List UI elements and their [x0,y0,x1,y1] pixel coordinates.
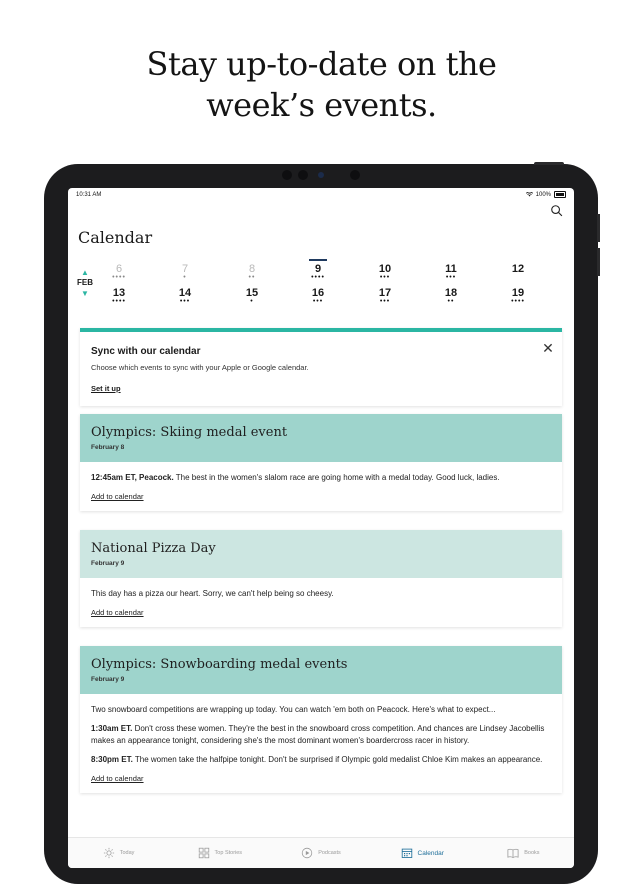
page-title: Calendar [78,228,153,247]
volume-up-button [597,214,600,242]
tab-calendar[interactable] [372,838,473,868]
event-dots: • [250,298,254,305]
battery-icon [554,191,566,198]
app-screen [68,188,574,868]
day-16[interactable] [303,286,333,305]
calendar-icon [401,847,413,859]
event-card [80,414,562,511]
top-button [534,162,564,165]
day-number: 16 [311,287,325,299]
tab-bar [68,837,574,868]
day-19[interactable] [503,286,533,305]
event-paragraph [91,588,551,600]
tab-books[interactable] [473,838,574,868]
event-date: February 9 [91,676,125,683]
day-11[interactable] [436,262,466,281]
status-right [526,191,566,198]
day-18[interactable] [436,286,466,305]
event-dots: • [183,274,187,281]
event-dots: •• [447,298,455,305]
day-7[interactable] [170,262,200,281]
day-number: 6 [115,263,123,275]
day-number: 14 [178,287,192,299]
close-icon[interactable]: ✕ [542,340,554,356]
event-paragraph [91,754,551,766]
play-icon [301,847,313,859]
month-prev-icon[interactable]: ▲ [81,268,89,277]
add-to-calendar-link[interactable]: Add to calendar [91,608,144,617]
day-number: 17 [378,287,392,299]
event-dots: ••• [445,274,457,281]
event-text: The best in the women's slalom race are going home with a medal today. Good luck, ladies. [173,473,500,482]
day-number: 8 [248,263,256,275]
event-date: February 9 [91,560,125,567]
day-8[interactable] [237,262,267,281]
event-dots: ••• [179,298,191,305]
event-title: Olympics: Skiing medal event [91,425,288,440]
event-date: February 8 [91,444,125,451]
grid-icon [198,847,210,859]
volume-down-button [597,248,600,276]
book-icon [507,847,519,859]
event-time: 1:30am ET. [91,724,133,733]
event-body [80,462,562,511]
event-text: Two snowboard competitions are wrapping up today. You can watch 'em both on Peacock. Here's what to expect... [91,705,496,714]
event-header [80,414,562,462]
day-number: 9 [314,263,322,275]
day-number: 12 [511,263,525,275]
sensor-dot [350,170,360,180]
event-card [80,530,562,627]
event-header [80,646,562,694]
camera-lens [318,172,324,178]
event-paragraph [91,704,551,716]
wifi-icon [526,192,533,197]
day-12[interactable] [503,262,533,281]
event-dots: •••• [112,298,126,305]
battery-percent: 100% [535,191,551,198]
search-icon [550,204,564,218]
tab-podcasts[interactable] [270,838,371,868]
status-bar [68,188,574,202]
sync-description: Choose which events to sync with your Apple or Google calendar. [91,363,309,372]
event-text: Don't cross these women. They're the best in the snowboard cross competition. And chances are Lindsey Jacobellis makes an appearance tonight, considering she's the most dominant women's boardercross racer in history. [91,724,545,745]
sun-icon [103,847,115,859]
tab-top-stories[interactable] [169,838,270,868]
sync-title: Sync with our calendar [91,346,201,357]
month-selector [74,268,96,298]
event-dots: •• [248,274,256,281]
event-card [80,646,562,793]
day-17[interactable] [370,286,400,305]
event-dots: ••• [379,298,391,305]
set-it-up-link[interactable]: Set it up [91,384,121,393]
event-title: Olympics: Snowboarding medal events [91,657,348,672]
tab-label: Books [524,850,540,856]
tab-label: Top Stories [214,850,243,856]
month-label: FEB [77,278,93,287]
event-paragraph [91,723,551,747]
day-14[interactable] [170,286,200,305]
day-number: 11 [445,263,457,275]
promo-headline [0,44,643,126]
event-dots: ••• [312,298,324,305]
tab-today[interactable] [68,838,169,868]
event-header [80,530,562,578]
event-dots: •••• [311,274,325,281]
event-dots: •••• [511,298,525,305]
status-time: 10:31 AM [76,192,102,198]
headline-line-2: week’s events. [206,86,437,124]
day-10[interactable] [370,262,400,281]
event-paragraph [91,472,551,484]
tab-label: Podcasts [318,850,341,856]
sensor-dot [298,170,308,180]
day-number: 19 [511,287,525,299]
search-button[interactable] [550,204,566,220]
day-number: 13 [112,287,126,299]
event-text: This day has a pizza our heart. Sorry, we can't help being so cheesy. [91,589,334,598]
tab-label: Calendar [417,849,444,857]
sensor-dot [282,170,292,180]
day-6[interactable] [104,262,134,281]
event-body [80,578,562,627]
event-time: 12:45am ET, Peacock. [91,473,174,482]
day-13[interactable] [104,286,134,305]
sync-calendar-card [80,328,562,406]
day-number: 7 [181,263,189,275]
event-text: The women take the halfpipe tonight. Don't be surprised if Olympic gold medalist Chloe Kim makes an appearance. [132,755,543,764]
event-title: National Pizza Day [91,541,216,556]
event-dots [503,276,533,281]
headline-line-1: Stay up-to-date on the [146,45,497,83]
event-body [80,694,562,793]
month-next-icon[interactable]: ▼ [81,289,89,298]
day-9[interactable] [303,262,333,281]
event-time: 8:30pm ET. [91,755,133,764]
event-dots: ••• [379,274,391,281]
add-to-calendar-link[interactable]: Add to calendar [91,492,144,501]
add-to-calendar-link[interactable]: Add to calendar [91,774,144,783]
day-number: 15 [245,287,259,299]
day-15[interactable] [237,286,267,305]
event-dots: •••• [112,274,126,281]
tab-label: Today [119,850,135,856]
day-number: 18 [444,287,458,299]
day-number: 10 [378,263,392,275]
